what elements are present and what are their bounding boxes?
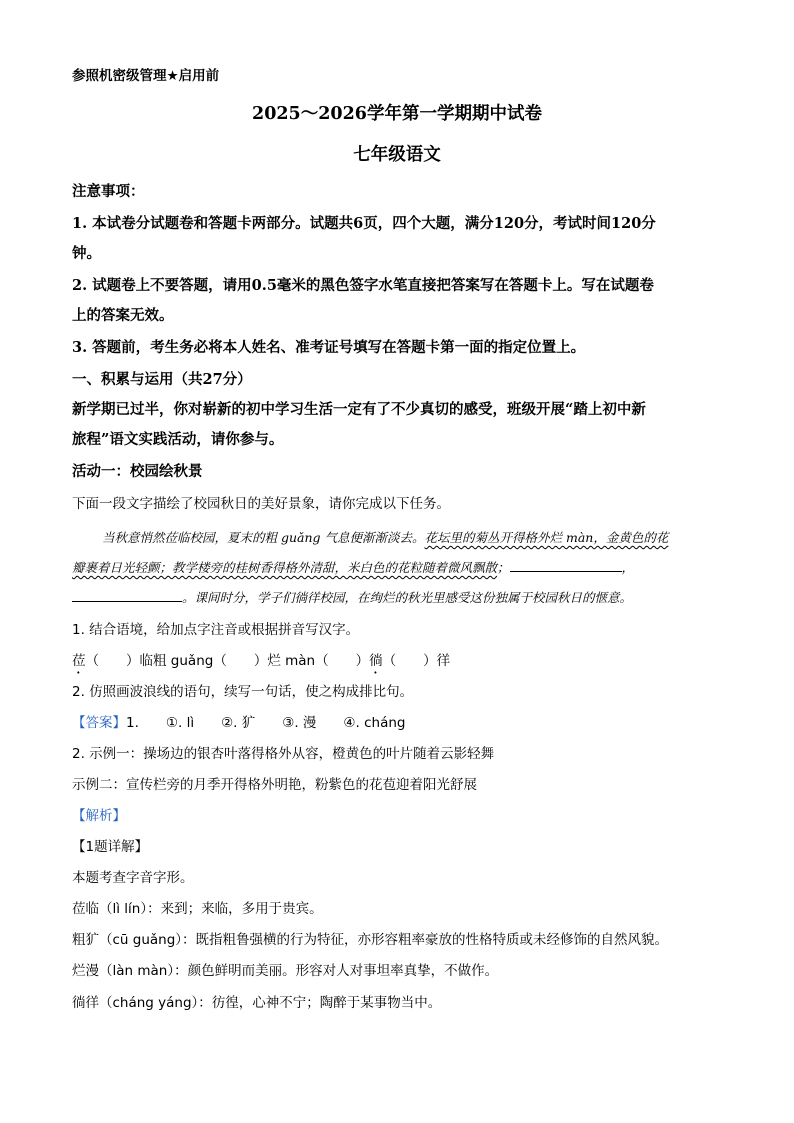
passage-line-2 — [72, 557, 634, 578]
exam-subtitle: 七年级语文 — [353, 145, 441, 165]
analysis-line-4: 烂漫（làn màn）：颜色鲜明而美丽。形容对人对事坦率真挚，不做作。 — [72, 963, 499, 979]
analysis-subheading: 【1题详解】 — [72, 839, 149, 855]
passage-comma: ， — [621, 560, 635, 575]
notice-heading: 注意事项： — [72, 183, 145, 200]
exam-title: 2025～2026学年第一学期期中试卷 — [252, 104, 542, 124]
answer-tag: 【答案】 — [72, 715, 126, 731]
question-2: 2. 仿照画波浪线的语句，续写一句话，使之构成排比句。 — [72, 684, 414, 700]
fill-blanks-2: （ ）徉 — [382, 653, 451, 669]
dotted-char-2: 徜 — [369, 653, 383, 669]
answer-example-1: 2. 示例一：操场边的银杏叶落得格外从容，橙黄色的叶片随着云影轻舞 — [72, 746, 495, 762]
activity-heading: 活动一：校园绘秋景 — [72, 463, 203, 480]
passage-line-3 — [72, 587, 632, 608]
wavy-sentence-cont: 瓣裹着日光轻颤；教学楼旁的桂树香得格外清甜，米白色的花粒随着微风飘散 — [72, 560, 498, 575]
secret-label: 参照机密级管理★启用前 — [72, 68, 220, 84]
notice-item-1: 1. 本试卷分试题卷和答题卡两部分。试题共6页，四个大题，满分120分，考试时间120分 — [72, 215, 656, 232]
dotted-char-1: 莅 — [72, 653, 86, 669]
section-heading: 一、积累与运用（共27分） — [72, 371, 252, 388]
analysis-line-2: 莅临（lì lín）：来到；来临，多用于贵宾。 — [72, 901, 323, 917]
passage-line-1 — [102, 528, 668, 548]
analysis-line-3: 粗犷（cū guǎng）：既指粗鲁强横的行为特征，亦形容粗率豪放的性格特质或未经修饰的自然风貌。 — [72, 932, 669, 948]
section-intro: 新学期已过半，你对崭新的初中学习生活一定有了不少真切的感受，班级开展“踏上初中新 — [72, 401, 646, 418]
notice-item-2-cont: 上的答案无效。 — [72, 307, 174, 324]
fill-blanks-1: （ ）临粗 guǎng（ ）烂 màn（ ） — [85, 653, 370, 669]
wavy-sentence: 花坛里的菊丛开得格外烂 màn，金黄色的花 — [424, 530, 669, 545]
answer-blank-1[interactable] — [510, 557, 622, 572]
question-1-fill — [72, 651, 450, 677]
analysis-line-1: 本题考查字音字形。 — [72, 870, 194, 886]
task-intro: 下面一段文字描绘了校园秋日的美好景象，请你完成以下任务。 — [72, 496, 450, 512]
passage-text: 当秋意悄然莅临校园，夏末的粗 guǎng 气息便渐渐淡去。 — [102, 530, 425, 545]
question-1: 1. 结合语境，给加点字注音或根据拼音写汉字。 — [72, 622, 360, 638]
answer-text: 1. ①. lì ②. 犷 ③. 漫 ④. cháng — [126, 715, 406, 731]
answer-example-2: 示例二：宣传栏旁的月季开得格外明艳，粉紫色的花苞迎着阳光舒展 — [72, 777, 477, 793]
section-intro-cont: 旅程”语文实践活动，请你参与。 — [72, 431, 284, 448]
notice-item-1-cont: 钟。 — [72, 245, 101, 262]
notice-item-3: 3. 答题前，考生务必将本人姓名、准考证号填写在答题卡第一面的指定位置上。 — [72, 339, 586, 356]
analysis-tag: 【解析】 — [72, 808, 126, 824]
analysis-line-5: 徜徉（cháng yáng）：彷徨，心神不宁；陶醉于某事物当中。 — [72, 995, 442, 1011]
answer-line — [72, 713, 406, 733]
passage-end: 。课间时分，学子们徜徉校园，在绚烂的秋光里感受这份独属于校园秋日的惬意。 — [182, 590, 633, 605]
answer-blank-2[interactable] — [72, 587, 182, 602]
passage-punct: ； — [497, 560, 510, 575]
notice-item-2: 2. 试题卷上不要答题，请用0.5毫米的黑色签字水笔直接把答案写在答题卡上。写在试题卷 — [72, 277, 654, 294]
